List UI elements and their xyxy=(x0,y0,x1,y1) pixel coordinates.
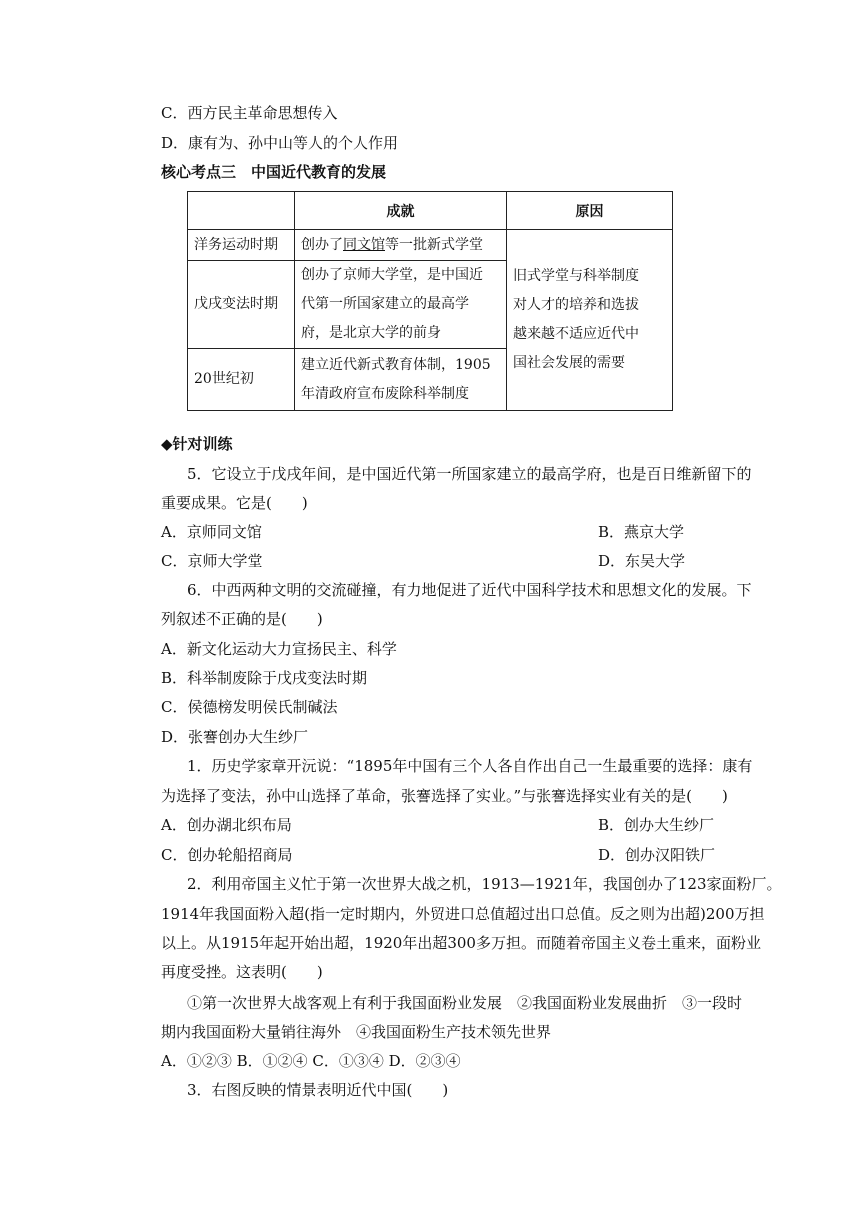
q6-stem-line: 6．中西两种文明的交流碰撞，有力地促进了近代中国科学技术和思想文化的发展。下 xyxy=(187,581,752,599)
achievement-text: 等一批新式学堂 xyxy=(385,236,483,253)
q3-stem: 3．右图反映的情景表明近代中国( ) xyxy=(187,1081,449,1099)
period-cell: 戊戌变法时期 xyxy=(188,261,295,349)
education-table xyxy=(187,191,673,411)
underlined-term: 同文馆 xyxy=(343,236,385,253)
q5-option-b: B．燕京大学 xyxy=(598,523,685,541)
q1-option-c: C．创办轮船招商局 xyxy=(161,846,293,864)
table-header xyxy=(188,192,295,230)
q6-stem-line: 列叙述不正确的是( ) xyxy=(161,610,323,628)
q2-items-line: ①第一次世界大战客观上有利于我国面粉业发展 ②我国面粉业发展曲折 ③一段时 xyxy=(187,994,743,1012)
reason-line: 国社会发展的需要 xyxy=(513,355,625,371)
section-title: 核心考点三 中国近代教育的发展 xyxy=(161,163,387,181)
option-d: D．康有为、孙中山等人的个人作用 xyxy=(161,134,399,152)
q5-stem-line: 重要成果。它是( ) xyxy=(161,494,308,512)
table-header: 原因 xyxy=(507,192,673,230)
table-header: 成就 xyxy=(295,192,507,230)
q2-items-line: 期内我国面粉大量销往海外 ④我国面粉生产技术领先世界 xyxy=(161,1023,552,1041)
q6-option-d: D．张謇创办大生纱厂 xyxy=(161,728,309,746)
achievement-line: 创办了京师大学堂，是中国近 xyxy=(301,267,483,283)
option-c: C．西方民主革命思想传入 xyxy=(161,104,338,122)
achievement-cell xyxy=(295,261,507,349)
achievement-line: 建立近代新式教育体制，1905 xyxy=(301,356,491,373)
q1-stem-line: 1．历史学家章开沅说：“1895年中国有三个人各自作出自己一生最重要的选择：康有 xyxy=(187,757,753,775)
q2-stem-line: 以上。从1915年起开始出超，1920年出超300多万担。而随着帝国主义卷土重来，面粉业 xyxy=(161,934,761,952)
reason-line: 旧式学堂与科举制度 xyxy=(513,268,639,284)
q2-stem-line: 再度受挫。这表明( ) xyxy=(161,963,323,981)
q1-option-a: A．创办湖北织布局 xyxy=(161,816,292,834)
q1-stem-line: 为选择了变法，孙中山选择了革命，张謇选择了实业。”与张謇选择实业有关的是( ) xyxy=(161,787,728,805)
period-cell: 20世纪初 xyxy=(188,349,295,411)
achievement-cell xyxy=(295,349,507,411)
q5-option-a: A．京师同文馆 xyxy=(161,523,262,541)
q6-option-b: B．科举制废除于戊戌变法时期 xyxy=(161,669,368,687)
q5-option-c: C．京师大学堂 xyxy=(161,552,263,570)
q2-options: A．①②③ B．①②④ C．①③④ D．②③④ xyxy=(161,1052,461,1070)
q5-stem-line: 5．它设立于戊戌年间，是中国近代第一所国家建立的最高学府，也是百日维新留下的 xyxy=(187,465,752,483)
period-cell: 洋务运动时期 xyxy=(188,230,295,261)
achievement-line: 年清政府宣布废除科举制度 xyxy=(301,385,469,402)
q1-option-d: D．创办汉阳铁厂 xyxy=(598,846,716,864)
achievement-cell xyxy=(295,230,507,261)
q6-option-a: A．新文化运动大力宣扬民主、科学 xyxy=(161,640,397,658)
training-title: ◆针对训练 xyxy=(161,435,233,453)
q6-option-c: C．侯德榜发明侯氏制碱法 xyxy=(161,698,338,716)
achievement-text: 创办了 xyxy=(301,236,343,253)
achievement-line: 代第一所国家建立的最高学 xyxy=(301,296,469,312)
q2-stem-line: 1914年我国面粉入超(指一定时期内，外贸进口总值超过出口总值。反之则为出超)200万担 xyxy=(161,905,765,923)
reason-line: 越来越不适应近代中 xyxy=(513,326,639,342)
achievement-line: 府，是北京大学的前身 xyxy=(301,325,441,341)
q5-option-d: D．东吴大学 xyxy=(598,552,686,570)
reason-line: 对人才的培养和选拔 xyxy=(513,297,639,313)
q1-option-b: B．创办大生纱厂 xyxy=(598,816,715,834)
reason-cell xyxy=(507,230,673,411)
q2-stem-line: 2．利用帝国主义忙于第一次世界大战之机，1913—1921年，我国创办了123家面粉厂。 xyxy=(187,875,782,893)
